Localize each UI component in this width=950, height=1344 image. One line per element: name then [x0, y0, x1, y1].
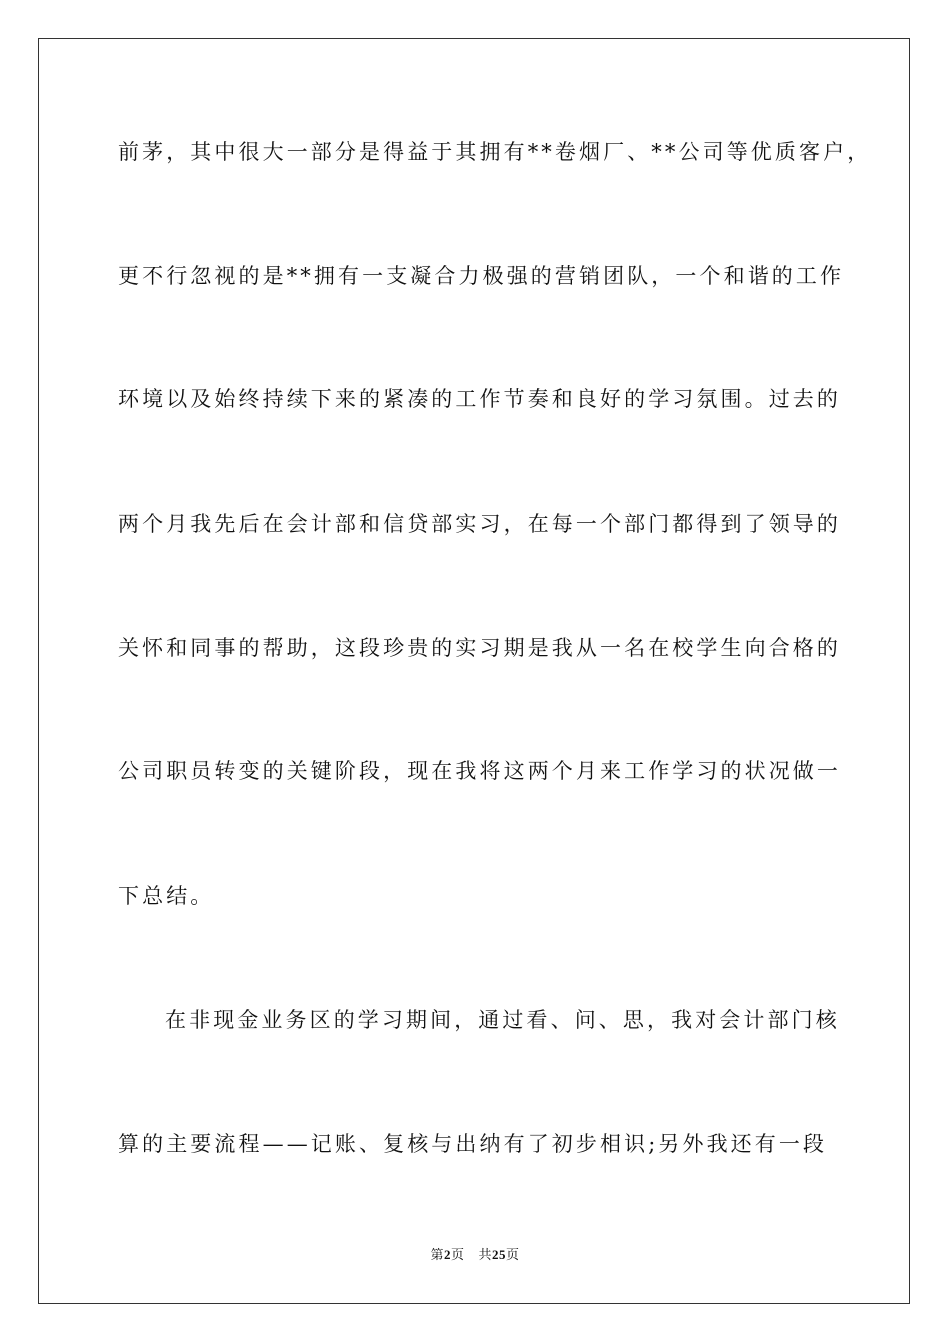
page-number: 2	[444, 1247, 452, 1262]
page-prefix: 第	[430, 1248, 445, 1263]
text-line-6: 公司职员转变的关键阶段，现在我将这两个月来工作学习的状况做一	[118, 759, 841, 783]
page-border	[38, 38, 910, 1304]
text-line-5: 关怀和同事的帮助，这段珍贵的实习期是我从一名在校学生向合格的	[118, 636, 841, 660]
text-line-4: 两个月我先后在会计部和信贷部实习，在每一个部门都得到了领导的	[118, 512, 841, 536]
text-line-3: 环境以及始终持续下来的紧凑的工作节奏和良好的学习氛围。过去的	[118, 387, 841, 411]
text-line-2: 更不行忽视的是**拥有一支凝合力极强的营销团队，一个和谐的工作	[118, 264, 845, 288]
page-footer	[0, 1246, 950, 1265]
page-suffix: 页	[451, 1248, 465, 1263]
total-prefix: 共	[478, 1248, 492, 1263]
text-line-9: 算的主要流程——记账、复核与出纳有了初步相识;另外我还有一段	[118, 1132, 828, 1156]
paragraph-start-line: 在非现金业务区的学习期间，通过看、问、思，我对会计部门核	[165, 1008, 840, 1032]
total-suffix: 页	[505, 1248, 520, 1263]
total-pages: 25	[491, 1247, 506, 1262]
text-line-1: 前茅，其中很大一部分是得益于其拥有**卷烟厂、**公司等优质客户，	[118, 140, 872, 164]
text-line-7: 下总结。	[118, 884, 215, 908]
